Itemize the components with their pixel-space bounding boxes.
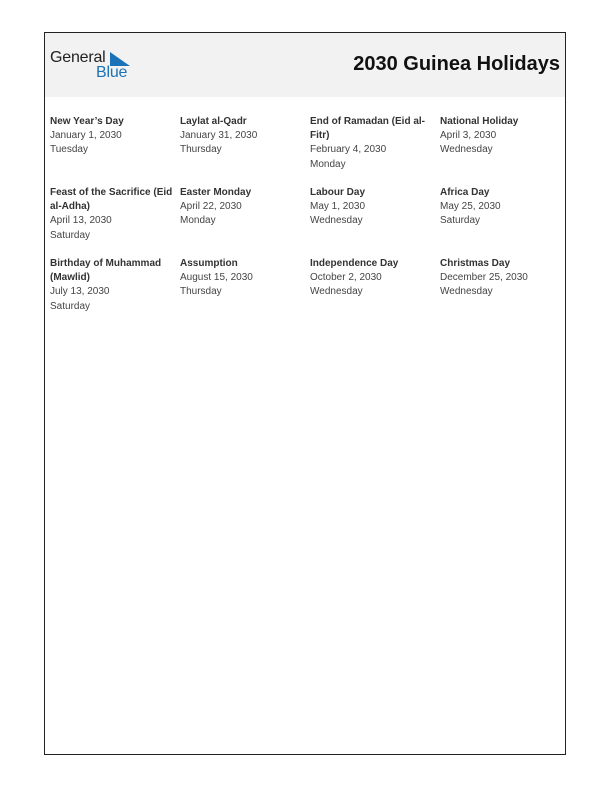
holiday-weekday: Wednesday xyxy=(440,144,493,156)
holiday-item xyxy=(180,186,310,257)
holiday-item xyxy=(180,257,310,317)
holiday-date: April 13, 2030 xyxy=(50,215,112,227)
logo-general: General xyxy=(50,49,106,66)
holiday-row xyxy=(50,186,570,257)
holiday-item xyxy=(50,257,180,317)
holiday-item xyxy=(440,186,570,257)
holiday-name: Assumption xyxy=(180,258,238,269)
holiday-row xyxy=(50,257,570,317)
holiday-item xyxy=(310,257,440,317)
holiday-date: January 31, 2030 xyxy=(180,130,258,142)
holiday-date: May 1, 2030 xyxy=(310,201,366,213)
holiday-item xyxy=(180,115,310,186)
holiday-date: December 25, 2030 xyxy=(440,272,528,284)
holiday-weekday: Saturday xyxy=(50,300,91,312)
holiday-name: Laylat al-Qadr xyxy=(180,116,247,127)
holiday-name: Feast of the Sacrifice (Eid al-Adha) xyxy=(50,187,173,213)
holiday-weekday: Tuesday xyxy=(50,144,88,156)
holiday-weekday: Wednesday xyxy=(310,286,363,298)
holiday-weekday: Wednesday xyxy=(440,286,493,298)
holiday-name: Christmas Day xyxy=(440,258,511,269)
holiday-date: July 13, 2030 xyxy=(50,286,110,298)
holiday-grid xyxy=(50,115,570,317)
holiday-item xyxy=(440,115,570,186)
holiday-date: October 2, 2030 xyxy=(310,272,382,284)
holiday-item xyxy=(440,257,570,317)
logo-blue: Blue xyxy=(96,64,128,81)
holiday-weekday: Thursday xyxy=(180,286,222,298)
holiday-name: Labour Day xyxy=(310,187,366,198)
page xyxy=(44,32,566,755)
logo xyxy=(50,49,140,83)
header xyxy=(45,33,565,97)
page-title: 2030 Guinea Holidays xyxy=(353,53,560,75)
holiday-name: Easter Monday xyxy=(180,187,252,198)
holiday-row xyxy=(50,115,570,186)
holiday-name: New Year’s Day xyxy=(50,116,124,127)
holiday-weekday: Monday xyxy=(310,158,346,170)
holiday-date: April 3, 2030 xyxy=(440,130,497,142)
holiday-weekday: Monday xyxy=(180,215,216,227)
holiday-name: Africa Day xyxy=(440,187,490,198)
holiday-weekday: Wednesday xyxy=(310,215,363,227)
holiday-weekday: Saturday xyxy=(50,229,91,241)
holiday-name: Independence Day xyxy=(310,258,399,269)
holiday-item xyxy=(310,115,440,186)
holiday-item xyxy=(50,115,180,186)
holiday-name: National Holiday xyxy=(440,116,519,127)
holiday-date: April 22, 2030 xyxy=(180,201,242,213)
holiday-date: May 25, 2030 xyxy=(440,201,501,213)
holiday-weekday: Thursday xyxy=(180,144,222,156)
holiday-date: August 15, 2030 xyxy=(180,272,253,284)
holiday-name: End of Ramadan (Eid al-Fitr) xyxy=(310,116,426,142)
holiday-name: Birthday of Muhammad (Mawlid) xyxy=(50,258,162,284)
holiday-date: February 4, 2030 xyxy=(310,144,387,156)
holiday-weekday: Saturday xyxy=(440,215,481,227)
holiday-item xyxy=(310,186,440,257)
holiday-item xyxy=(50,186,180,257)
holiday-date: January 1, 2030 xyxy=(50,130,122,142)
